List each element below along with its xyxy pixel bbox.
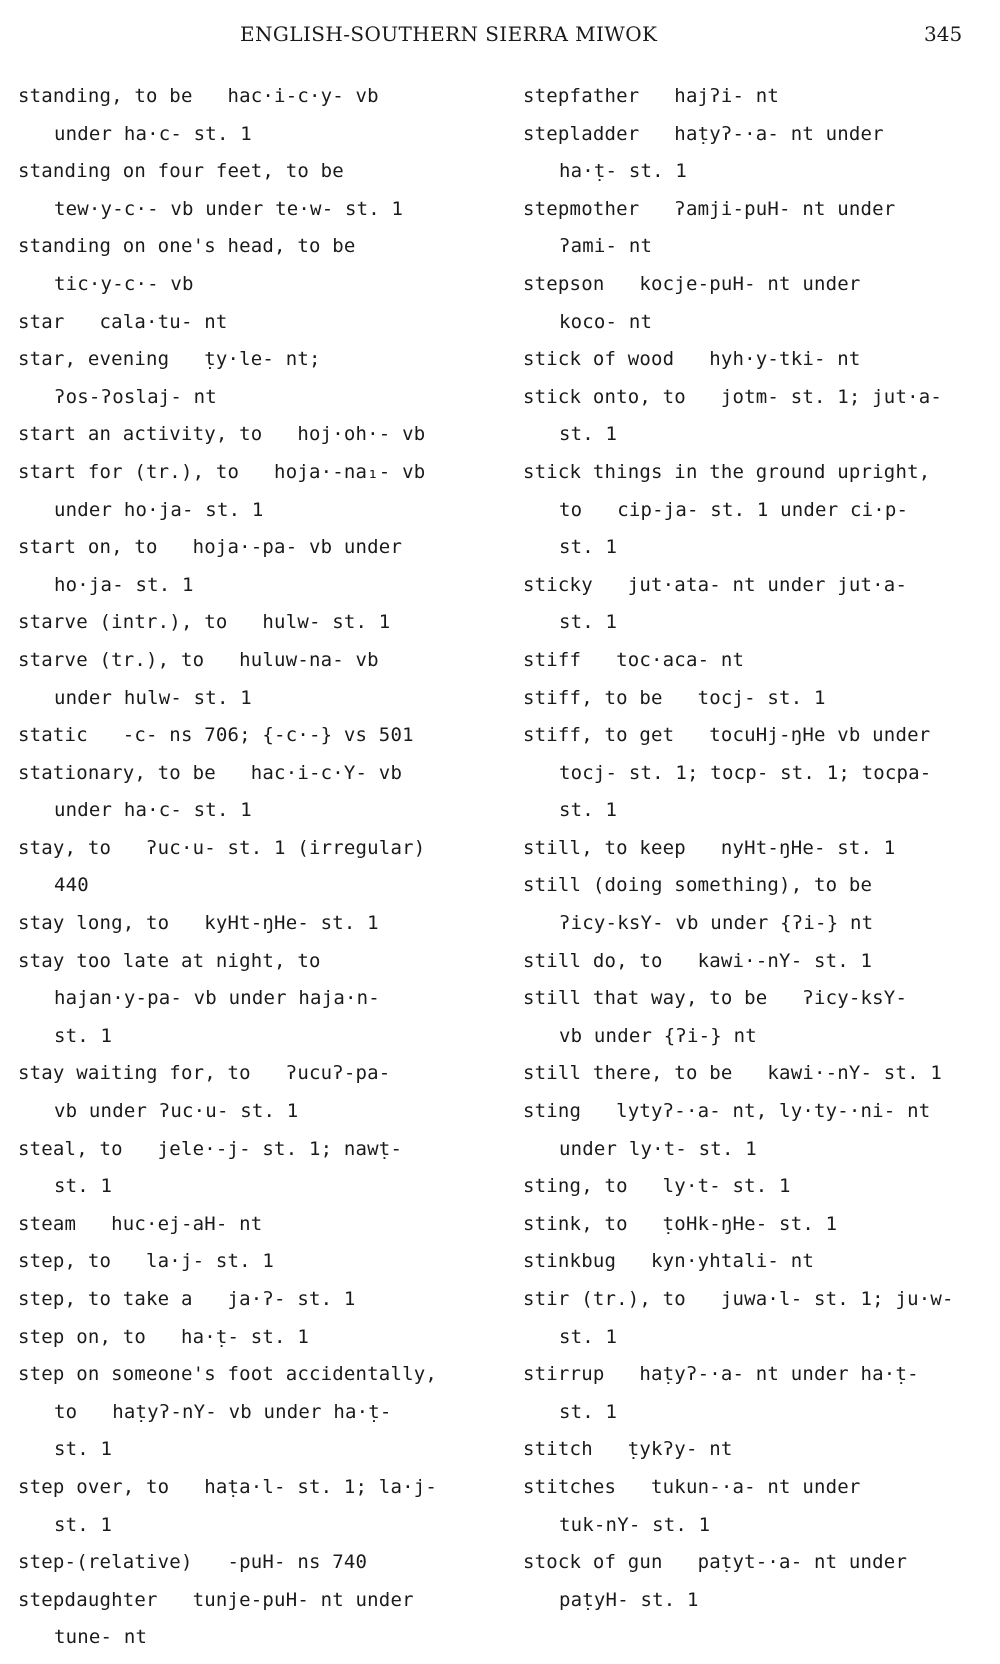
entry-continuation-line: st. 1 [559,423,618,446]
entry-continuation-line: 440 [54,874,89,897]
right-column [523,78,993,1619]
entry-continuation-line: tew·y-c·- vb under te·w- st. 1 [54,197,404,220]
entry-line: stiff, to get tocuHj-ŋHe vb under [523,724,931,747]
entry-line: step over, to haṭa·l- st. 1; la·j- [18,1475,438,1498]
entry-line: step, to take a ja·ʔ- st. 1 [18,1288,356,1310]
entry-continuation-line: ha·ṭ- st. 1 [559,160,688,183]
entry-line: standing on one's head, to be [18,235,356,258]
entry-line: starve (tr.), to huluw-na- vb [18,648,379,671]
entry-line: step on someone's foot accidentally, [18,1363,438,1386]
entry-line: sting, to ly·t- st. 1 [523,1175,791,1198]
entry-continuation-line: st. 1 [54,1175,113,1198]
entry-continuation-line: st. 1 [559,1325,618,1348]
entry-continuation-line: under ly·t- st. 1 [559,1137,757,1160]
entry-line: step-(relative) -puH- ns 740 [18,1551,368,1574]
entry-line: start for (tr.), to hoja·-na₁- vb [18,460,426,483]
entry-line: starve (intr.), to hulw- st. 1 [18,611,391,634]
entry-line: step, to la·j- st. 1 [18,1250,275,1273]
entry-continuation-line: to haṭyʔ-nY- vb under ha·ṭ- [54,1400,392,1423]
entry-line: stiff, to be tocj- st. 1 [523,686,826,709]
entry-continuation-line: under ho·ja- st. 1 [54,498,264,521]
entry-line: stir (tr.), to juwa·l- st. 1; ju·w- [523,1288,954,1310]
entry-continuation-line: hajan·y-pa- vb under haja·n- [54,987,380,1010]
entry-line: still do, to kawi·-nY- st. 1 [523,949,873,972]
entry-line: stitch ṭykʔy- nt [523,1438,733,1461]
entry-line: stock of gun paṭyt-·a- nt under [523,1551,908,1574]
entry-line: steal, to jele·-j- st. 1; nawṭ- [18,1137,403,1160]
page-number: 345 [924,22,963,46]
entry-line: stationary, to be hac·i-c·Y- vb [18,761,403,784]
entry-line: stay too late at night, to [18,949,321,972]
entry-line: standing on four feet, to be [18,160,344,183]
entry-line: stitches tukun-·a- nt under [523,1475,861,1498]
entry-line: stinkbug kyn·yhtali- nt [523,1250,814,1273]
entry-line: stick of wood hyh·y-tki- nt [523,348,861,371]
entry-line: stepmother ʔamji-puH- nt under [523,197,896,220]
entry-continuation-line: ʔicy-ksY- vb under {ʔi-} nt [559,912,874,935]
entry-line: stirrup haṭyʔ-·a- nt under ha·ṭ- [523,1363,919,1386]
entry-continuation-line: tune- nt [54,1626,148,1649]
entry-continuation-line: st. 1 [54,1513,113,1536]
entry-continuation-line: st. 1 [559,536,618,559]
entry-line: still that way, to be ʔicy-ksY- [523,987,908,1010]
page-header [0,22,1000,52]
running-title: ENGLISH-SOUTHERN SIERRA MIWOK [240,22,658,46]
entry-line: steam huc·ej-aH- nt [18,1212,263,1235]
entry-continuation-line: vb under {ʔi-} nt [559,1024,757,1047]
entry-line: still there, to be kawi·-nY- st. 1 [523,1062,943,1085]
entry-continuation-line: vb under ʔuc·u- st. 1 [54,1100,299,1123]
entry-continuation-line: tic·y-c·- vb [54,272,194,295]
entry-line: stay, to ʔuc·u- st. 1 (irregular) [18,836,426,859]
entry-line: stay long, to kyHt-ŋHe- st. 1 [18,912,379,935]
entry-line: start on, to hoja·-pa- vb under [18,536,403,559]
entry-line: sticky jut·ata- nt under jut·a- [523,573,908,596]
entry-line: stink, to ṭoHk-ŋHe- st. 1 [523,1212,838,1235]
entry-line: step on, to ha·ṭ- st. 1 [18,1325,309,1348]
entry-continuation-line: st. 1 [559,799,618,822]
entry-continuation-line: paṭyH- st. 1 [559,1588,699,1611]
entry-line: star, evening ṭy·le- nt; [18,348,321,371]
entry-continuation-line: st. 1 [559,611,618,634]
entry-line: stick things in the ground upright, [523,460,931,483]
entry-continuation-line: tuk-nY- st. 1 [559,1513,711,1536]
entry-continuation-line: ho·ja- st. 1 [54,573,194,596]
entry-continuation-line: under hulw- st. 1 [54,686,252,709]
entry-line: standing, to be hac·i-c·y- vb [18,85,379,107]
entry-line: start an activity, to hoj·oh·- vb [18,423,426,446]
entry-line: stiff toc·aca- nt [523,648,745,671]
entry-continuation-line: ʔos-ʔoslaj- nt [54,385,217,408]
entry-line: still (doing something), to be [523,874,873,897]
left-column [18,78,508,1657]
entry-line: stepdaughter tunje-puH- nt under [18,1588,414,1611]
entry-line: sting lytyʔ-·a- nt, ly·ty-·ni- nt [523,1100,931,1123]
entry-continuation-line: to cip-ja- st. 1 under ci·p- [559,498,909,521]
entry-line: stick onto, to jotm- st. 1; jut·a- [523,385,943,408]
entry-line: stepladder haṭyʔ-·a- nt under [523,122,884,145]
entry-continuation-line: st. 1 [559,1400,618,1423]
entry-line: stepfather hajʔi- nt [523,85,780,107]
entry-continuation-line: koco- nt [559,310,653,333]
entry-line: stepson kocje-puH- nt under [523,272,861,295]
entry-continuation-line: tocj- st. 1; tocp- st. 1; tocpa- [559,761,932,784]
entry-line: still, to keep nyHt-ŋHe- st. 1 [523,836,896,859]
entry-line: star cala·tu- nt [18,310,228,333]
entry-continuation-line: st. 1 [54,1438,113,1461]
entry-continuation-line: under ha·c- st. 1 [54,799,252,822]
entry-continuation-line: st. 1 [54,1024,113,1047]
entry-line: static -c- ns 706; {-c·-} vs 501 [18,724,414,747]
entry-line: stay waiting for, to ʔucuʔ-pa- [18,1062,391,1085]
entry-continuation-line: under ha·c- st. 1 [54,122,252,145]
entry-continuation-line: ʔami- nt [559,235,653,258]
